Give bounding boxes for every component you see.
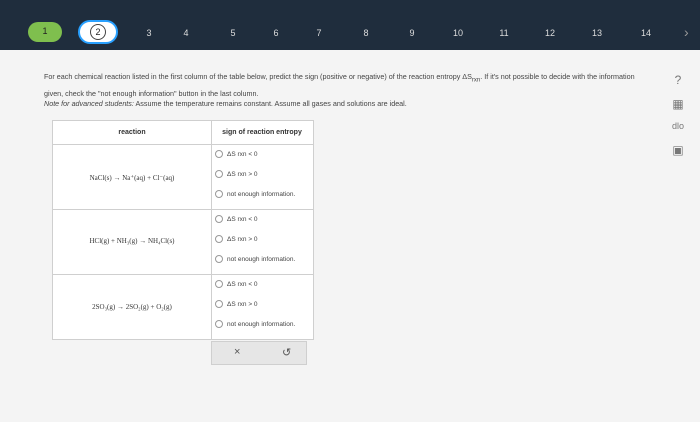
option-label: ΔS rxn > 0 xyxy=(227,301,258,308)
progress-steps xyxy=(0,0,700,50)
step-10[interactable]: 10 xyxy=(452,28,463,38)
reaction-2: HCl(g) + NH₃(g) → NH₄Cl(s) xyxy=(89,237,175,245)
option-row3-neg[interactable] xyxy=(215,278,311,292)
instructions-main-2: . If it's not possible to decide with the information given, check the "not enough information" button in the last column. xyxy=(44,72,635,99)
option-row3-nei[interactable] xyxy=(215,318,311,332)
option-label: not enough information. xyxy=(227,256,296,263)
option-row1-nei[interactable] xyxy=(215,188,311,202)
step-11[interactable]: 11 xyxy=(499,28,509,38)
step-8[interactable]: 8 xyxy=(363,28,369,38)
row-divider xyxy=(53,144,313,145)
option-label: ΔS rxn < 0 xyxy=(227,216,258,223)
radio-icon[interactable] xyxy=(215,190,223,198)
radio-icon[interactable] xyxy=(215,300,223,308)
radio-icon[interactable] xyxy=(215,170,223,178)
step-13[interactable]: 13 xyxy=(591,28,602,38)
step-1[interactable]: 1 xyxy=(28,22,62,42)
option-label: ΔS rxn < 0 xyxy=(227,151,258,158)
step-5[interactable]: 5 xyxy=(230,28,236,38)
radio-icon[interactable] xyxy=(215,150,223,158)
header-sign: sign of reaction entropy xyxy=(222,129,302,136)
answer-action-bar xyxy=(211,341,307,365)
reaction-table xyxy=(52,120,314,340)
progress-bar xyxy=(0,0,700,50)
instructions xyxy=(44,70,644,100)
option-row1-neg[interactable] xyxy=(215,148,311,162)
option-row2-neg[interactable] xyxy=(215,213,311,227)
help-icon[interactable]: ? xyxy=(674,73,682,87)
instructions-text xyxy=(44,70,644,100)
clear-button[interactable]: × xyxy=(234,346,241,358)
option-label: ΔS rxn > 0 xyxy=(227,236,258,243)
calculator-icon[interactable]: ▦ xyxy=(672,97,684,111)
instructions-sub: rxn xyxy=(471,77,481,84)
step-3[interactable]: 3 xyxy=(146,28,152,38)
radio-icon[interactable] xyxy=(215,320,223,328)
reaction-1: NaCl(s) → Na⁺(aq) + Cl⁻(aq) xyxy=(89,174,175,182)
step-7[interactable]: 7 xyxy=(316,28,322,38)
option-label: ΔS rxn > 0 xyxy=(227,171,258,178)
step-9[interactable]: 9 xyxy=(409,28,415,38)
option-label: not enough information. xyxy=(227,191,296,198)
step-14[interactable]: 14 xyxy=(640,28,651,38)
reaction-3: 2SO₃(g) → 2SO₂(g) + O₂(g) xyxy=(92,303,172,311)
radio-icon[interactable] xyxy=(215,280,223,288)
option-row3-pos[interactable] xyxy=(215,298,311,312)
step-12[interactable]: 12 xyxy=(544,28,555,38)
note xyxy=(44,99,644,108)
option-row1-pos[interactable] xyxy=(215,168,311,182)
option-label: not enough information. xyxy=(227,321,296,328)
note-label: Note for advanced students: xyxy=(44,99,134,108)
option-row2-nei[interactable] xyxy=(215,253,311,267)
header-reaction: reaction xyxy=(118,129,146,136)
note-text: Assume the temperature remains constant. Assume all gases and solutions are ideal. xyxy=(133,99,407,108)
radio-icon[interactable] xyxy=(215,235,223,243)
step-6[interactable]: 6 xyxy=(273,28,279,38)
instructions-main: For each chemical reaction listed in the first column of the table below, predict the sign (positive or negative) of the reaction entropy ΔS xyxy=(44,72,472,81)
chevron-right-icon[interactable]: › xyxy=(684,24,689,40)
option-row2-pos[interactable] xyxy=(215,233,311,247)
column-divider xyxy=(211,121,212,339)
row-divider xyxy=(53,209,313,210)
periodic-table-icon[interactable]: dlo xyxy=(671,121,684,131)
radio-icon[interactable] xyxy=(215,215,223,223)
undo-button[interactable]: ↺ xyxy=(282,347,292,359)
step-2-current[interactable] xyxy=(78,20,118,44)
image-icon[interactable]: ▣ xyxy=(672,143,684,157)
row-divider xyxy=(53,274,313,275)
step-2-label: 2 xyxy=(90,24,106,40)
step-4[interactable]: 4 xyxy=(183,28,189,38)
radio-icon[interactable] xyxy=(215,255,223,263)
option-label: ΔS rxn < 0 xyxy=(227,281,258,288)
